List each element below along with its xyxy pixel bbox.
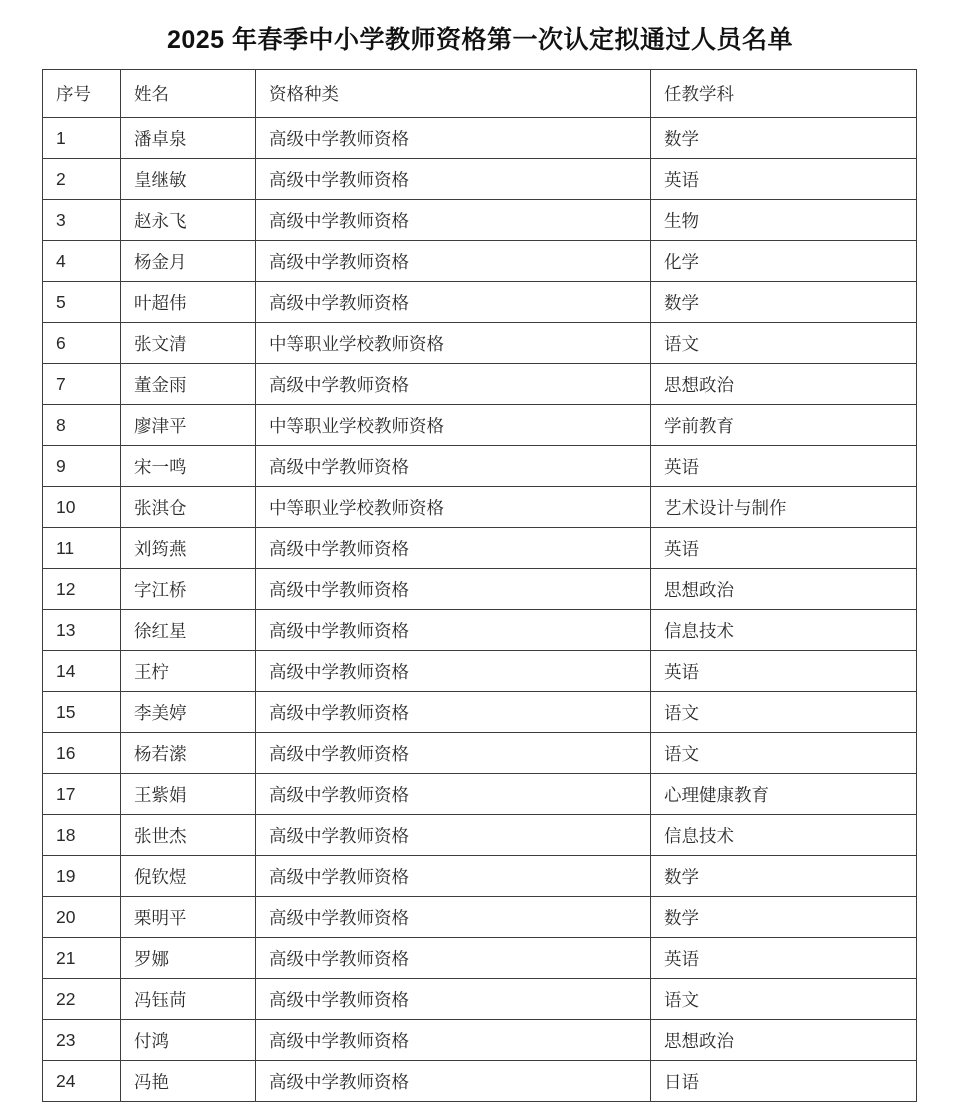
cell-qualification: 高级中学教师资格: [256, 159, 651, 200]
table-row: [43, 979, 917, 1020]
cell-qualification: 高级中学教师资格: [256, 938, 651, 979]
cell-name: 冯艳: [121, 1061, 256, 1102]
cell-subject: 英语: [651, 528, 917, 569]
cell-subject: 语文: [651, 323, 917, 364]
cell-no: 9: [43, 446, 121, 487]
cell-no: 16: [43, 733, 121, 774]
table-row: [43, 200, 917, 241]
cell-name: 张文清: [121, 323, 256, 364]
cell-qualification: 高级中学教师资格: [256, 692, 651, 733]
cell-qualification: 高级中学教师资格: [256, 610, 651, 651]
table-row: [43, 815, 917, 856]
header-qualification: 资格种类: [256, 70, 651, 118]
roster-table: [42, 69, 917, 1102]
cell-qualification: 高级中学教师资格: [256, 733, 651, 774]
table-header: [43, 70, 917, 118]
cell-subject: 心理健康教育: [651, 774, 917, 815]
header-row: [43, 70, 917, 118]
cell-qualification: 高级中学教师资格: [256, 118, 651, 159]
cell-subject: 英语: [651, 446, 917, 487]
cell-no: 23: [43, 1020, 121, 1061]
cell-qualification: 中等职业学校教师资格: [256, 405, 651, 446]
cell-qualification: 高级中学教师资格: [256, 774, 651, 815]
cell-qualification: 高级中学教师资格: [256, 651, 651, 692]
header-no: 序号: [43, 70, 121, 118]
cell-no: 17: [43, 774, 121, 815]
cell-subject: 信息技术: [651, 610, 917, 651]
cell-name: 徐红星: [121, 610, 256, 651]
table-row: [43, 733, 917, 774]
cell-subject: 思想政治: [651, 569, 917, 610]
table-row: [43, 364, 917, 405]
cell-no: 21: [43, 938, 121, 979]
cell-no: 6: [43, 323, 121, 364]
cell-no: 20: [43, 897, 121, 938]
cell-qualification: 高级中学教师资格: [256, 1020, 651, 1061]
cell-subject: 日语: [651, 1061, 917, 1102]
cell-qualification: 高级中学教师资格: [256, 528, 651, 569]
table-body: [43, 118, 917, 1102]
page-title: 2025 年春季中小学教师资格第一次认定拟通过人员名单: [166, 26, 794, 54]
cell-qualification: 高级中学教师资格: [256, 569, 651, 610]
cell-no: 5: [43, 282, 121, 323]
cell-no: 10: [43, 487, 121, 528]
cell-name: 罗娜: [121, 938, 256, 979]
cell-qualification: 高级中学教师资格: [256, 446, 651, 487]
cell-subject: 数学: [651, 897, 917, 938]
cell-qualification: 高级中学教师资格: [256, 979, 651, 1020]
cell-no: 11: [43, 528, 121, 569]
header-name: 姓名: [121, 70, 256, 118]
cell-qualification: 中等职业学校教师资格: [256, 487, 651, 528]
cell-subject: 语文: [651, 979, 917, 1020]
cell-no: 3: [43, 200, 121, 241]
cell-subject: 英语: [651, 651, 917, 692]
cell-qualification: 高级中学教师资格: [256, 1061, 651, 1102]
cell-qualification: 高级中学教师资格: [256, 241, 651, 282]
cell-subject: 信息技术: [651, 815, 917, 856]
cell-no: 22: [43, 979, 121, 1020]
cell-subject: 英语: [651, 159, 917, 200]
cell-subject: 数学: [651, 856, 917, 897]
cell-qualification: 高级中学教师资格: [256, 856, 651, 897]
cell-name: 付鸿: [121, 1020, 256, 1061]
cell-subject: 思想政治: [651, 1020, 917, 1061]
table-row: [43, 856, 917, 897]
cell-name: 董金雨: [121, 364, 256, 405]
table-row: [43, 1061, 917, 1102]
cell-no: 19: [43, 856, 121, 897]
cell-name: 倪钦煜: [121, 856, 256, 897]
cell-name: 字江桥: [121, 569, 256, 610]
cell-qualification: 高级中学教师资格: [256, 897, 651, 938]
cell-subject: 思想政治: [651, 364, 917, 405]
table-row: [43, 159, 917, 200]
cell-name: 王紫娟: [121, 774, 256, 815]
cell-subject: 学前教育: [651, 405, 917, 446]
cell-qualification: 中等职业学校教师资格: [256, 323, 651, 364]
table-row: [43, 774, 917, 815]
cell-name: 潘卓泉: [121, 118, 256, 159]
cell-qualification: 高级中学教师资格: [256, 200, 651, 241]
table-row: [43, 569, 917, 610]
cell-qualification: 高级中学教师资格: [256, 282, 651, 323]
cell-qualification: 高级中学教师资格: [256, 364, 651, 405]
cell-subject: 艺术设计与制作: [651, 487, 917, 528]
cell-no: 8: [43, 405, 121, 446]
table-row: [43, 118, 917, 159]
table-row: [43, 692, 917, 733]
cell-name: 栗明平: [121, 897, 256, 938]
table-row: [43, 323, 917, 364]
cell-name: 王柠: [121, 651, 256, 692]
table-row: [43, 610, 917, 651]
cell-no: 14: [43, 651, 121, 692]
cell-name: 冯钰苘: [121, 979, 256, 1020]
cell-no: 15: [43, 692, 121, 733]
table-row: [43, 241, 917, 282]
cell-no: 13: [43, 610, 121, 651]
cell-no: 2: [43, 159, 121, 200]
cell-no: 12: [43, 569, 121, 610]
table-row: [43, 897, 917, 938]
cell-name: 杨金月: [121, 241, 256, 282]
table-row: [43, 282, 917, 323]
header-subject: 任教学科: [651, 70, 917, 118]
cell-no: 7: [43, 364, 121, 405]
cell-name: 赵永飞: [121, 200, 256, 241]
cell-no: 4: [43, 241, 121, 282]
cell-subject: 数学: [651, 282, 917, 323]
cell-subject: 英语: [651, 938, 917, 979]
cell-name: 皇继敏: [121, 159, 256, 200]
cell-subject: 数学: [651, 118, 917, 159]
cell-name: 张世杰: [121, 815, 256, 856]
cell-name: 李美婷: [121, 692, 256, 733]
cell-name: 宋一鸣: [121, 446, 256, 487]
cell-name: 张淇仓: [121, 487, 256, 528]
cell-subject: 生物: [651, 200, 917, 241]
table-row: [43, 651, 917, 692]
cell-name: 叶超伟: [121, 282, 256, 323]
cell-name: 廖津平: [121, 405, 256, 446]
cell-no: 24: [43, 1061, 121, 1102]
cell-name: 刘筠燕: [121, 528, 256, 569]
table-row: [43, 938, 917, 979]
cell-no: 1: [43, 118, 121, 159]
table-row: [43, 1020, 917, 1061]
table-row: [43, 405, 917, 446]
table-row: [43, 487, 917, 528]
cell-qualification: 高级中学教师资格: [256, 815, 651, 856]
cell-subject: 化学: [651, 241, 917, 282]
table-row: [43, 446, 917, 487]
cell-subject: 语文: [651, 733, 917, 774]
cell-no: 18: [43, 815, 121, 856]
table-row: [43, 528, 917, 569]
cell-subject: 语文: [651, 692, 917, 733]
cell-name: 杨若潆: [121, 733, 256, 774]
